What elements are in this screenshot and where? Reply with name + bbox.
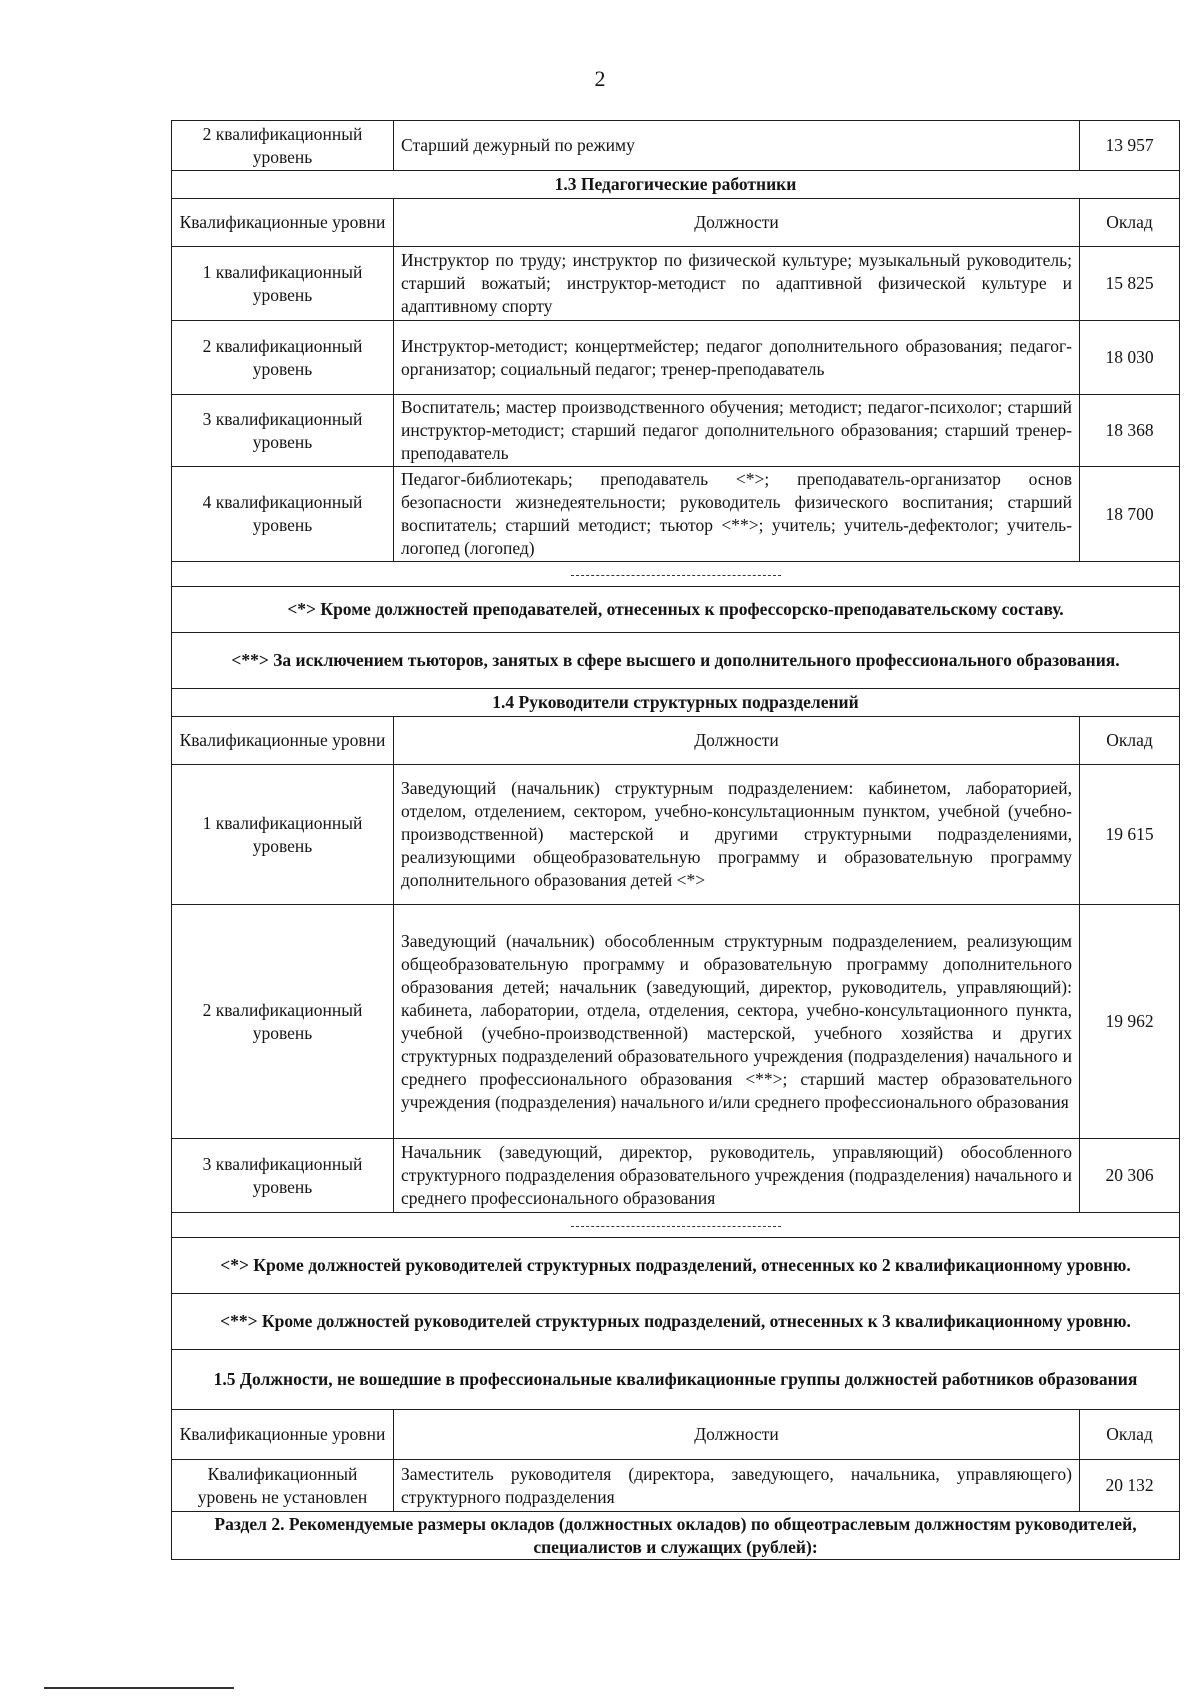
level-cell: 3 квалификационный уровень <box>172 1139 394 1213</box>
position-cell: Начальник (заведующий, директор, руководитель, управляющий) обособленного структурного подразделения образовательного учреждения (подразделения) начального и среднего профессионального образования <box>394 1139 1080 1213</box>
footnote-rule <box>44 1687 234 1689</box>
level-cell: 4 квалификационный уровень <box>172 467 394 562</box>
salary-cell: 19 615 <box>1080 765 1180 905</box>
level-cell: Квалификационный уровень не установлен <box>172 1460 394 1512</box>
table-row <box>172 247 1180 321</box>
salary-table <box>171 120 1180 1560</box>
table-row <box>172 395 1180 467</box>
header-level: Квалификационные уровни <box>172 1410 394 1460</box>
footnote-row <box>172 633 1180 689</box>
position-cell: Заместитель руководителя (директора, заведующего, начальника, управляющего) структурного подразделения <box>394 1460 1080 1512</box>
table-header-row <box>172 1410 1180 1460</box>
level-cell: 1 квалификационный уровень <box>172 765 394 905</box>
position-cell: Педагог-библиотекарь; преподаватель <*>; преподаватель-организатор основ безопасности жизнедеятельности; руководитель физического воспитания; старший воспитатель; старший методист; тьютор <**>; учитель; учитель-дефектолог; учитель-логопед (логопед) <box>394 467 1080 562</box>
section-title-row <box>172 1512 1180 1560</box>
footnote-1-4-b: <**> Кроме должностей руководителей структурных подразделений, отнесенных к 3 квалификационному уровню. <box>172 1294 1180 1350</box>
salary-cell: 18 030 <box>1080 321 1180 395</box>
footnote-separator <box>172 1213 1180 1238</box>
page-number: 2 <box>594 66 606 91</box>
header-salary: Оклад <box>1080 1410 1180 1460</box>
header-salary: Оклад <box>1080 717 1180 765</box>
level-cell: 1 квалификационный уровень <box>172 247 394 321</box>
header-position: Должности <box>394 199 1080 247</box>
section-title-2: Раздел 2. Рекомендуемые размеры окладов (должностных окладов) по общеотраслевым должностям руководителей, специалистов и служащих (рублей): <box>172 1512 1180 1560</box>
position-cell: Инструктор-методист; концертмейстер; педагог дополнительного образования; педагог-организатор; социальный педагог; тренер-преподаватель <box>394 321 1080 395</box>
position-cell: Инструктор по труду; инструктор по физической культуре; музыкальный руководитель; старший вожатый; инструктор-методист по адаптивной физической культуре и адаптивному спорту <box>394 247 1080 321</box>
table-row <box>172 905 1180 1139</box>
position-cell: Старший дежурный по режиму <box>394 121 1080 171</box>
salary-cell: 20 306 <box>1080 1139 1180 1213</box>
header-level: Квалификационные уровни <box>172 717 394 765</box>
section-title-1-4: 1.4 Руководители структурных подразделений <box>172 689 1180 717</box>
position-cell: Заведующий (начальник) обособленным структурным подразделением, реализующим общеобразовательную программу и образовательную программу дополнительного образования детей; начальник (заведующий, директор, руководитель, управляющий): кабинета, лаборатории, отдела, отделения, сектора, учебно-консультационного пункта, учебной (учебно-производственной) мастерской, учебного хозяйства и других структурных подразделений образовательного учреждения (подразделения) начального и среднего профессионального образования <**>; старший мастер образовательного учреждения (подразделения) начального и/или среднего профессионального образования <box>394 905 1080 1139</box>
footnote-1-4-a: <*> Кроме должностей руководителей структурных подразделений, отнесенных ко 2 квалификационному уровню. <box>172 1238 1180 1294</box>
header-position: Должности <box>394 717 1080 765</box>
salary-cell: 20 132 <box>1080 1460 1180 1512</box>
table-row <box>172 765 1180 905</box>
table-row <box>172 467 1180 562</box>
table-row <box>172 1460 1180 1512</box>
table-row <box>172 121 1180 171</box>
footnote-1-3-b: <**> За исключением тьюторов, занятых в сфере высшего и дополнительного профессионального образования. <box>172 633 1180 689</box>
salary-cell: 13 957 <box>1080 121 1180 171</box>
level-cell: 2 квалификационный уровень <box>172 121 394 171</box>
salary-cell: 15 825 <box>1080 247 1180 321</box>
footnote-separator-row <box>172 1213 1180 1238</box>
table-row <box>172 1139 1180 1213</box>
level-cell: 2 квалификационный уровень <box>172 321 394 395</box>
header-level: Квалификационные уровни <box>172 199 394 247</box>
position-cell: Воспитатель; мастер производственного обучения; методист; педагог-психолог; старший инструктор-методист; старший педагог дополнительного образования; старший тренер-преподаватель <box>394 395 1080 467</box>
salary-cell: 19 962 <box>1080 905 1180 1139</box>
header-position: Должности <box>394 1410 1080 1460</box>
footnote-1-3-a: <*> Кроме должностей преподавателей, отнесенных к профессорско-преподавательскому составу. <box>172 587 1180 633</box>
footnote-separator-row <box>172 562 1180 587</box>
table-row <box>172 321 1180 395</box>
level-cell: 2 квалификационный уровень <box>172 905 394 1139</box>
table-header-row <box>172 717 1180 765</box>
position-cell: Заведующий (начальник) структурным подразделением: кабинетом, лабораторией, отделом, отделением, сектором, учебно-консультационным пунктом, учебной (учебно-производственной) мастерской и другими структурными подразделениями, реализующими общеобразовательную программу и образовательную программу дополнительного образования детей <*> <box>394 765 1080 905</box>
section-title-1-3: 1.3 Педагогические работники <box>172 171 1180 199</box>
footnote-row <box>172 587 1180 633</box>
level-cell: 3 квалификационный уровень <box>172 395 394 467</box>
salary-cell: 18 368 <box>1080 395 1180 467</box>
salary-cell: 18 700 <box>1080 467 1180 562</box>
section-title-row <box>172 171 1180 199</box>
footnote-row <box>172 1238 1180 1294</box>
section-title-row <box>172 689 1180 717</box>
section-title-1-5: 1.5 Должности, не вошедшие в профессиональные квалификационные группы должностей работников образования <box>172 1350 1180 1410</box>
section-title-row <box>172 1350 1180 1410</box>
header-salary: Оклад <box>1080 199 1180 247</box>
footnote-separator <box>172 562 1180 587</box>
table-header-row <box>172 199 1180 247</box>
footnote-row <box>172 1294 1180 1350</box>
